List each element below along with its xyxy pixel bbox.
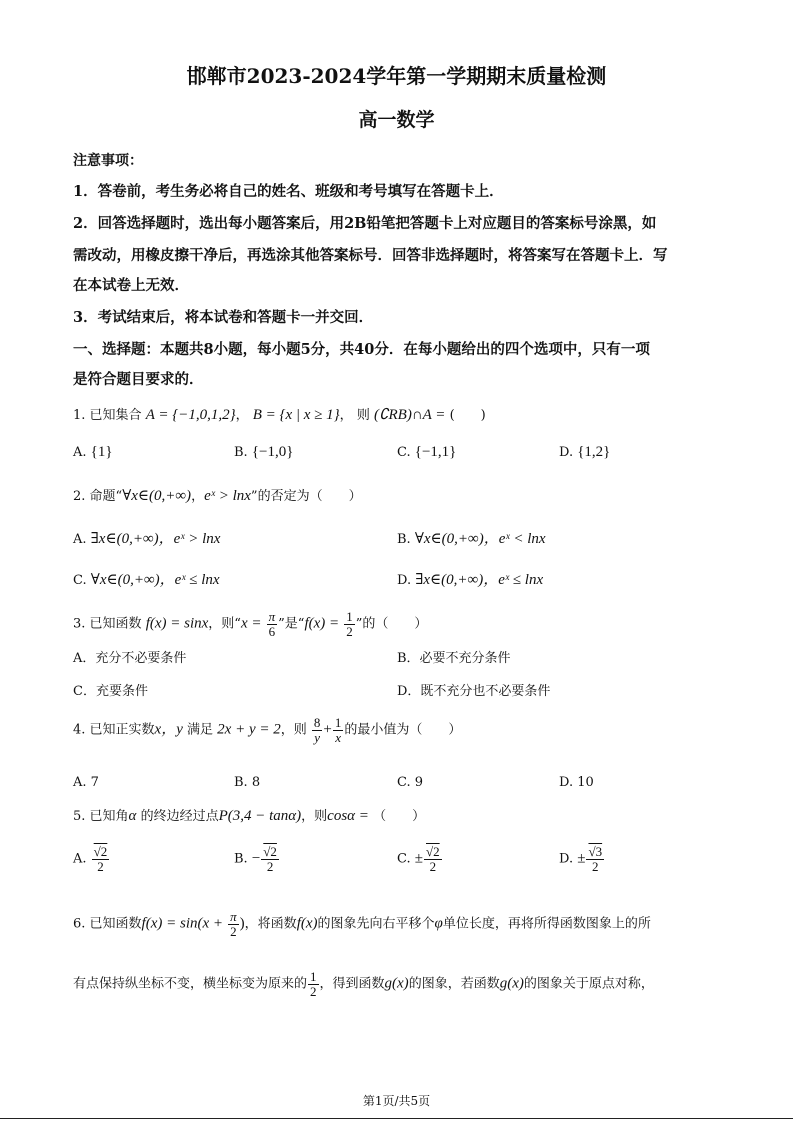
q3-option-d: D．既不充分也不必要条件 bbox=[397, 684, 551, 699]
q1-stem: 1. 已知集合 bbox=[73, 408, 142, 423]
q4-option-c: C. 9 bbox=[397, 775, 424, 790]
q6-function: f(x) = sin(x + bbox=[141, 915, 224, 932]
q2-proposition: eˣ > lnx bbox=[204, 488, 251, 504]
notice-item-2-cont: 需改动，用橡皮擦干净后，再选涂其他答案标号．回答非选择题时，将答案写在答题卡上．写 bbox=[73, 247, 668, 264]
notice-item-3: 3．考试结束后，将本试卷和答题卡一并交回． bbox=[73, 309, 374, 326]
question-5: 5. 已知角α 的终边经过点P(3,4 − tanα)，则cosα = （ ） bbox=[73, 808, 426, 824]
q5-option-d: D. ± $\frac{√3}{2}$ bbox=[559, 844, 603, 874]
q4-option-d: D. 10 bbox=[559, 775, 594, 790]
question-6-cont: 有点保持纵坐标不变，横坐标变为原来的 $\frac{1}{2}$ ，得到函数g(x)的图象，若函数g(x)的图象关于原点对称， bbox=[73, 969, 654, 999]
bottom-rule bbox=[0, 1118, 793, 1119]
q1-option-a: A. {1} bbox=[73, 444, 113, 460]
notice-heading: 注意事项： bbox=[73, 153, 143, 169]
q2-quantifier: ∀x∈(0,+∞) bbox=[122, 488, 192, 504]
q5-point: P(3,4 − tanα) bbox=[218, 808, 302, 824]
question-2: 2. 命题“∀x∈(0,+∞)，eˣ > lnx”的否定为（ ） bbox=[73, 488, 362, 504]
q4-option-a: A. 7 bbox=[73, 775, 99, 790]
q3-function: f(x) = sinx bbox=[145, 615, 209, 632]
q1-set-b: B = {x | x ≥ 1} bbox=[252, 407, 340, 423]
question-3: 3. 已知函数 f(x) = sinx，则“x = $\frac{\pi}{6}$ ”是“f(x) = $\frac{1}{2}$ ”的（ ） bbox=[73, 609, 428, 639]
q5-option-a: A. $\frac{√2}{2}$ bbox=[73, 844, 108, 874]
q5-option-c: C. ± $\frac{√2}{2}$ bbox=[397, 844, 440, 874]
q2-option-a: A. ∃x∈(0,+∞)，eˣ > lnx bbox=[73, 531, 221, 547]
q3-option-a: A．充分不必要条件 bbox=[73, 651, 187, 666]
q1-set-a: A = {−1,0,1,2} bbox=[145, 407, 236, 423]
q2-option-b: B. ∀x∈(0,+∞)，eˣ < lnx bbox=[397, 531, 546, 547]
question-4: 4. 已知正实数x，y 满足 2x + y = 2，则 $\frac{8}{y}$ + $\frac{1}{x}$ 的最小值为（ ） bbox=[73, 715, 462, 745]
exam-subject: 高一数学 bbox=[358, 109, 435, 131]
question-1: 1. 已知集合 A = {−1,0,1,2}， B = {x | x ≥ 1}， 则 (∁RB)∩A = ( ) bbox=[73, 407, 486, 423]
notice-item-2: 2．回答选择题时，选出每小题答案后，用2B铅笔把答题卡上对应题目的答案标号涂黑，如 bbox=[73, 215, 657, 232]
notice-item-1: 1．答卷前，考生务必将自己的姓名、班级和考号填写在答题卡上． bbox=[73, 183, 504, 200]
notice-item-2-end: 在本试卷上无效． bbox=[73, 277, 189, 294]
q3-one-half: $\frac{1}{2}$ bbox=[346, 609, 353, 639]
q1-option-c: C. {−1,1} bbox=[397, 444, 457, 460]
section-1-heading: 一、选择题：本题共8小题，每小题5分，共40分．在每小题给出的四个选项中，只有一项 bbox=[73, 341, 650, 358]
q1-option-b: B. {−1,0} bbox=[234, 444, 294, 460]
q3-option-b: B．必要不充分条件 bbox=[397, 651, 511, 666]
q5-option-b: B. − $\frac{√2}{2}$ bbox=[234, 844, 277, 874]
q4-option-b: B. 8 bbox=[234, 775, 261, 790]
q1-then: 则 bbox=[356, 408, 370, 423]
q2-option-c: C. ∀x∈(0,+∞)，eˣ ≤ lnx bbox=[73, 572, 220, 588]
exam-title: 邯郸市2023-2024学年第一学期期末质量检测 bbox=[186, 64, 607, 88]
page-footer: 第1页/共5页 bbox=[362, 1094, 431, 1108]
q3-option-c: C．充要条件 bbox=[73, 684, 148, 699]
q4-fraction-8-over-y: $\frac{8}{y}$ bbox=[313, 715, 321, 745]
section-1-note: 是符合题目要求的． bbox=[73, 371, 204, 388]
q3-pi-over-6: $\frac{\pi}{6}$ bbox=[268, 609, 276, 639]
q4-fraction-1-over-x: $\frac{1}{x}$ bbox=[334, 715, 342, 745]
q1-option-d: D. {1,2} bbox=[559, 444, 611, 460]
q1-blank: ( ) bbox=[449, 408, 486, 423]
q2-option-d: D. ∃x∈(0,+∞)，eˣ ≤ lnx bbox=[397, 572, 544, 588]
q4-constraint: 2x + y = 2 bbox=[217, 721, 281, 738]
q1-expression: (∁RB)∩A = bbox=[373, 407, 446, 423]
question-6: 6. 已知函数f(x) = sin(x + $\frac{\pi}{2}$ )，将函数f(x)的图象先向右平移个φ单位长度，再将所得函数图象上的所 bbox=[73, 909, 651, 939]
